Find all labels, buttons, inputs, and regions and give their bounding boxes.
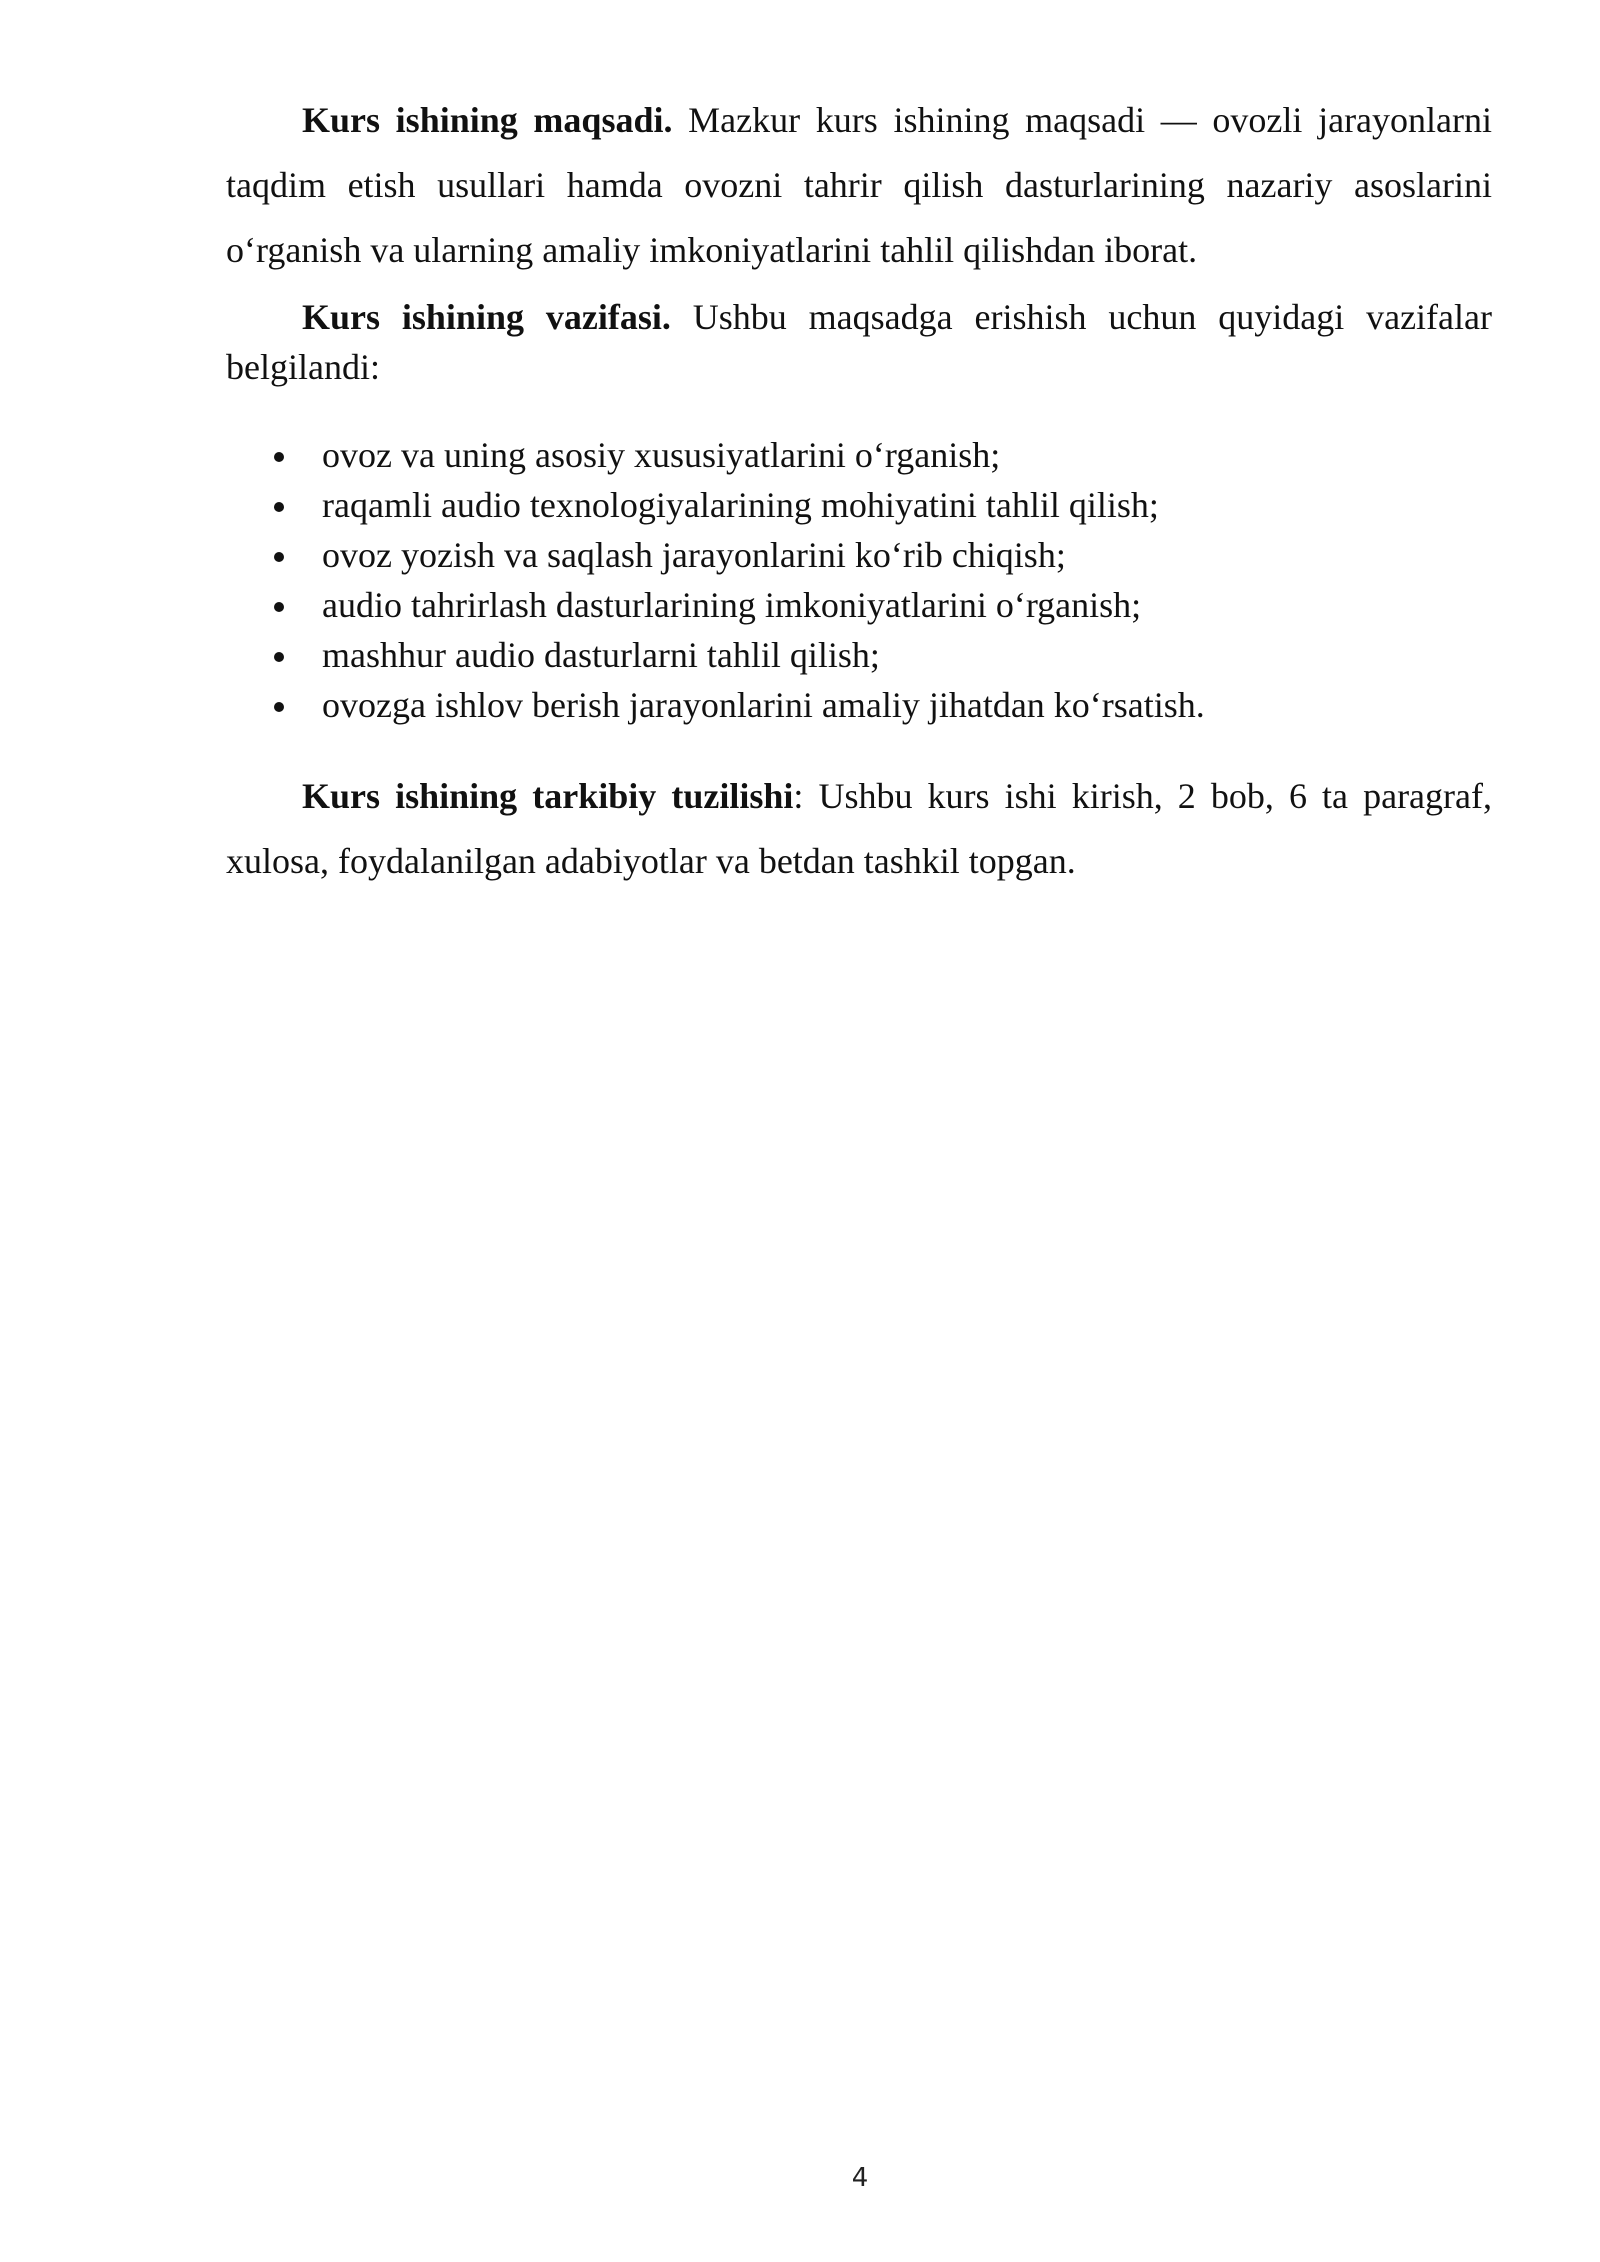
tasks-heading: Kurs ishining vazifasi. bbox=[302, 297, 671, 337]
list-item-text: mashhur audio dasturlarni tahlil qilish; bbox=[322, 635, 880, 675]
document-body bbox=[226, 88, 1492, 894]
list-item-text: ovoz yozish va saqlash jarayonlarini ko‘rib chiqish; bbox=[322, 535, 1066, 575]
structure-paragraph bbox=[226, 764, 1492, 894]
tasks-paragraph bbox=[226, 292, 1492, 392]
goal-text: Mazkur kurs ishining maqsadi — ovozli jarayonlarni taqdim etish usullari hamda ovozni tahrir qilish dasturlarining nazariy asoslarini o‘rganish va ularning amaliy imkoniyatlarini tahlil qilishdan iborat. bbox=[226, 100, 1493, 270]
bullet-icon bbox=[274, 502, 284, 512]
list-item-text: audio tahrirlash dasturlarining imkoniyatlarini o‘rganish; bbox=[322, 585, 1142, 625]
page-number: 4 bbox=[851, 2163, 869, 2193]
goal-paragraph bbox=[226, 88, 1492, 283]
bullet-icon bbox=[274, 452, 284, 462]
list-item bbox=[226, 580, 1492, 630]
list-item bbox=[226, 480, 1492, 530]
bullet-icon bbox=[274, 552, 284, 562]
bullet-icon bbox=[274, 702, 284, 712]
list-item-text: ovozga ishlov berish jarayonlarini amaliy jihatdan ko‘rsatish. bbox=[322, 685, 1205, 725]
structure-heading: Kurs ishining tarkibiy tuzilishi bbox=[302, 776, 794, 816]
list-item bbox=[226, 630, 1492, 680]
bullet-icon bbox=[274, 602, 284, 612]
tasks-list bbox=[226, 430, 1492, 730]
list-item-text: raqamli audio texnologiyalarining mohiyatini tahlil qilish; bbox=[322, 485, 1159, 525]
list-item bbox=[226, 430, 1492, 480]
structure-text: : Ushbu kurs ishi kirish, 2 bob, 6 ta paragraf, xulosa, foydalanilgan adabiyotlar va betdan tashkil topgan. bbox=[226, 776, 1492, 881]
list-item-text: ovoz va uning asosiy xususiyatlarini o‘rganish; bbox=[322, 435, 1001, 475]
list-item bbox=[226, 680, 1492, 730]
list-item bbox=[226, 530, 1492, 580]
bullet-icon bbox=[274, 652, 284, 662]
tasks-text: Ushbu maqsadga erishish uchun quyidagi vazifalar belgilandi: bbox=[226, 297, 1492, 387]
goal-heading: Kurs ishining maqsadi. bbox=[302, 100, 673, 140]
